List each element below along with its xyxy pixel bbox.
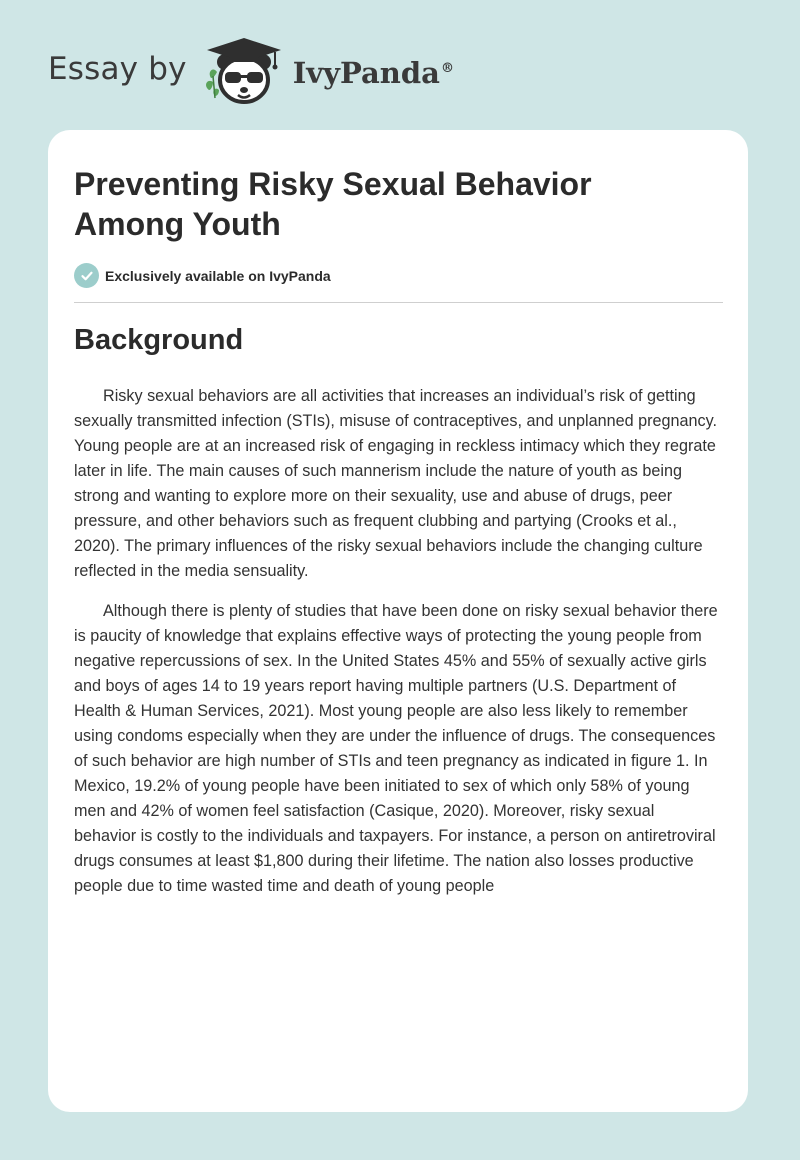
site-header [48, 34, 454, 110]
essay-card [48, 130, 748, 1112]
paragraph: Risky sexual behaviors are all activities that increases an individual’s risk of getting sexually transmitted infection (STIs), misuse of contraceptives, and unplanned pregnancy. Young people are at an increased risk of engaging in reckless intimacy which they regrate later in life. The main causes of such mannerism include the nature of youth as being strong and wanting to explore more on their sexuality, use and abuse of drugs, peer pressure, and other behaviors such as frequent clubbing and partying (Crooks et al., 2020). The primary influences of the risky sexual behaviors include the changing culture reflected in the media sensuality. [74, 387, 718, 580]
badge-label: Exclusively available on IvyPanda [105, 267, 331, 284]
brand-name[interactable] [293, 56, 454, 90]
brand-text: IvyPanda [292, 56, 440, 90]
essay-by-label: Essay by [48, 51, 187, 87]
divider [74, 302, 723, 303]
essay-body [74, 384, 720, 914]
essay-title: Preventing Risky Sexual Behavior Among Youth [74, 166, 592, 242]
exclusive-badge [74, 263, 331, 288]
paragraph: Although there is plenty of studies that have been done on risky sexual behavior there is paucity of knowledge that explains effective ways of protecting the young people from negative repercussions of sex. In the United States 45% and 55% of sexually active girls and boys of ages 14 to 19 years report having multiple partners (U.S. Department of Health & Human Services, 2021). Most young people are also less likely to remember using condoms especially when they are under the influence of drugs. The consequences of such behavior are high number of STIs and teen pregnancy as indicated in figure 1. In Mexico, 19.2% of young people have been initiated to sex of which only 58% of young men and 42% of women feel satisfaction (Casique, 2020). Moreover, risky sexual behavior is costly to the individuals and taxpayers. For instance, a person on antiretroviral drugs consumes at least $1,800 during their lifetime. The nation also losses productive people due to time wasted time and death of young people [74, 602, 718, 895]
section-heading: Background [74, 324, 244, 356]
check-circle-icon [74, 263, 99, 288]
panda-logo-icon[interactable] [201, 34, 287, 110]
registered-mark: ® [440, 61, 454, 77]
